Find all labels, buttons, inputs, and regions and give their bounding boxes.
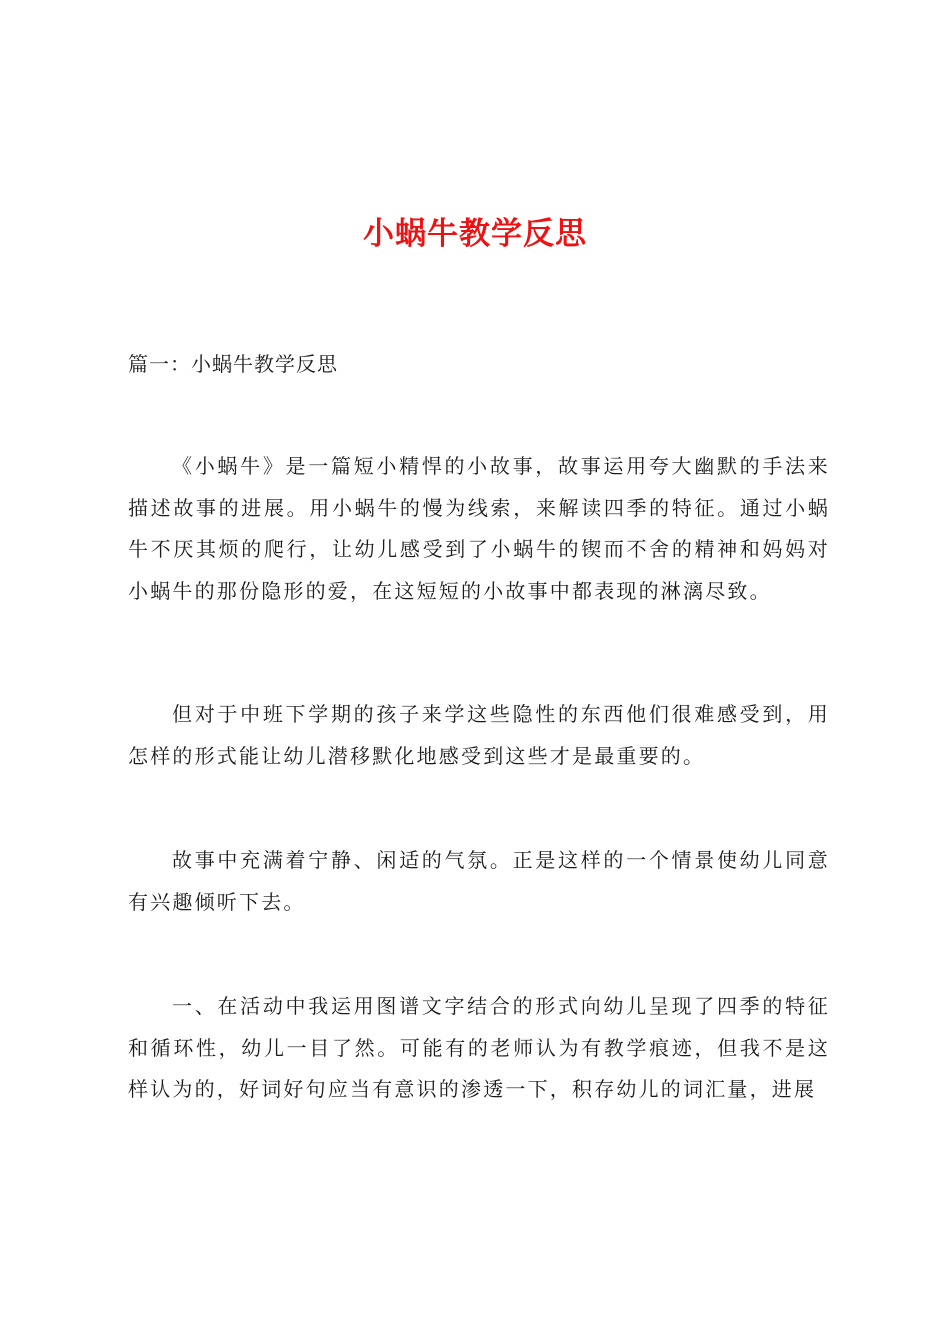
body-paragraph-4: 一、在活动中我运用图谱文字结合的形式向幼儿呈现了四季的特征和循环性，幼儿一目了然。可能有的老师认为有教学痕迹，但我不是这样认为的，好词好句应当有意识的渗透一下，积存幼儿的词汇量，进展 (128, 994, 830, 1101)
body-paragraph-1: 《小蜗牛》是一篇短小精悍的小故事，故事运用夸大幽默的手法来描述故事的进展。用小蜗牛的慢为线索，来解读四季的特征。通过小蜗牛不厌其烦的爬行，让幼儿感受到了小蜗牛的锲而不舍的精神和妈妈对小蜗牛的那份隐形的爱，在这短短的小故事中都表现的淋漓尽致。 (128, 454, 830, 603)
section-heading: 篇一：小蜗牛教学反思 (128, 352, 338, 376)
body-paragraph-2: 但对于中班下学期的孩子来学这些隐性的东西他们很难感受到，用怎样的形式能让幼儿潜移默化地感受到这些才是最重要的。 (128, 702, 830, 768)
document-title: 小蜗牛教学反思 (363, 216, 587, 252)
body-paragraph-3: 故事中充满着宁静、闲适的气氛。正是这样的一个情景使幼儿同意有兴趣倾听下去。 (128, 848, 830, 914)
